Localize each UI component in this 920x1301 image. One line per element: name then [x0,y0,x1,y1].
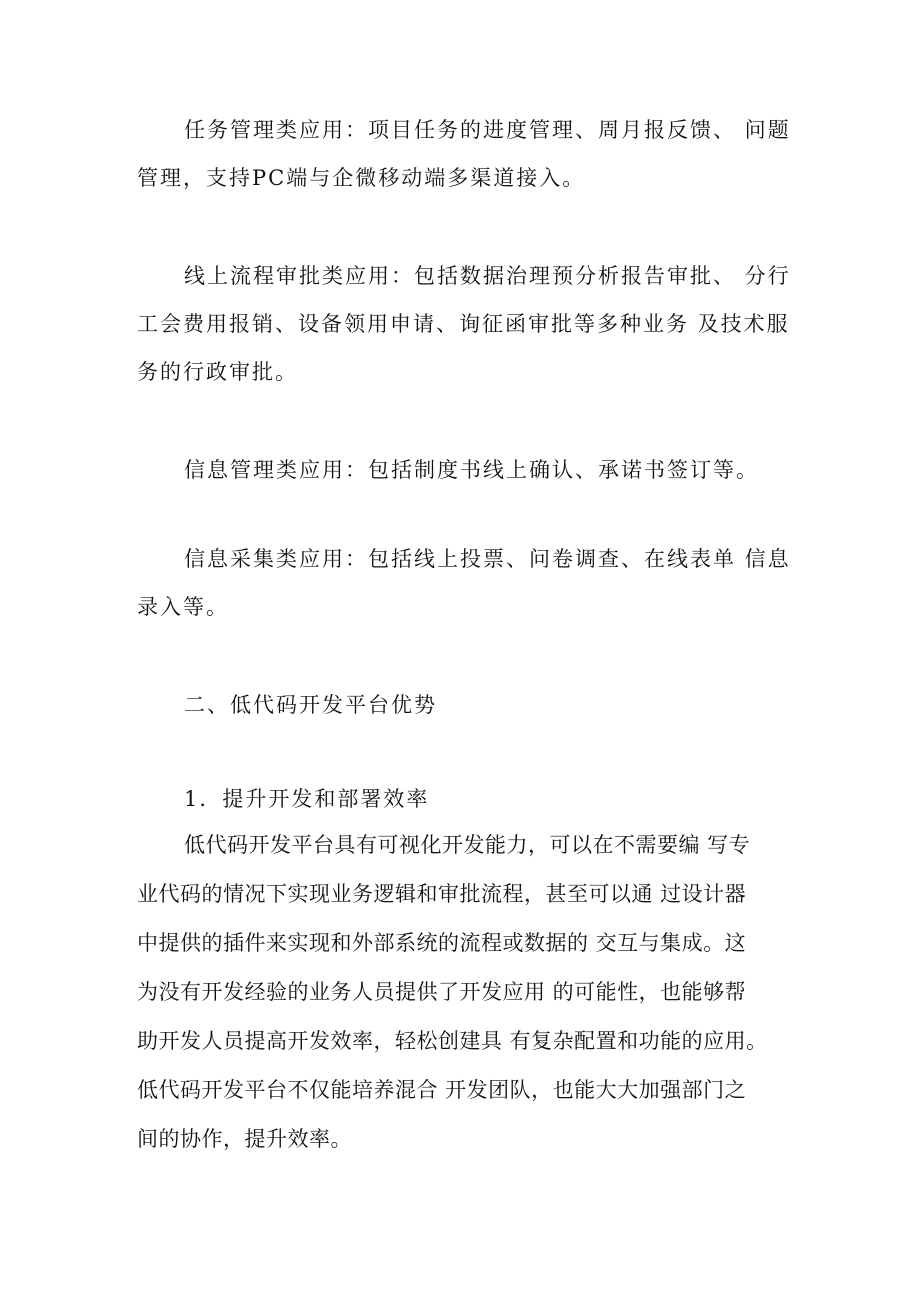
section-heading: 二、低代码开发平台优势 [184,693,437,717]
paragraph-flow-line-1: 线上流程审批类应用：包括数据治理预分析报告审批、 分行 [184,264,791,288]
paragraph-body-line-6: 低代码开发平台不仅能培养混合 开发团队，也能大大加强部门之 [137,1078,747,1102]
paragraph-body-line-2: 业代码的情况下实现业务逻辑和审批流程，甚至可以通 过设计器 [137,882,747,906]
paragraph-task-line-1: 任务管理类应用：项目任务的进度管理、周月报反馈、 问题 [184,118,791,142]
paragraph-info-mgmt-line-1: 信息管理类应用：包括制度书线上确认、承诺书签订等。 [184,458,759,482]
paragraph-body-line-1: 低代码开发平台具有可视化开发能力，可以在不需要编 写专 [184,833,751,857]
paragraph-body-line-7: 间的协作，提升效率。 [137,1127,352,1151]
paragraph-body-line-4: 为没有开发经验的业务人员提供了开发应用 的可能性，也能够帮 [137,980,747,1004]
paragraph-info-collect-line-1: 信息采集类应用：包括线上投票、问卷调查、在线表单 信息 [184,547,791,571]
paragraph-flow-line-3: 务的行政审批。 [137,360,298,384]
paragraph-task-line-2: 管理，支持PC端与企微移动端多渠道接入。 [137,166,586,190]
paragraph-body-line-3: 中提供的插件来实现和外部系统的流程或数据的 交互与集成。这 [137,931,747,955]
paragraph-info-collect-line-2: 录入等。 [137,595,229,619]
paragraph-body-line-5: 助开发人员提高开发效率，轻松创建具 有复杂配置和功能的应用。 [137,1029,768,1053]
paragraph-flow-line-2: 工会费用报销、设备领用申请、询征函审批等多种业务 及技术服 [137,312,790,336]
subheading: 1．提升开发和部署效率 [184,787,430,811]
